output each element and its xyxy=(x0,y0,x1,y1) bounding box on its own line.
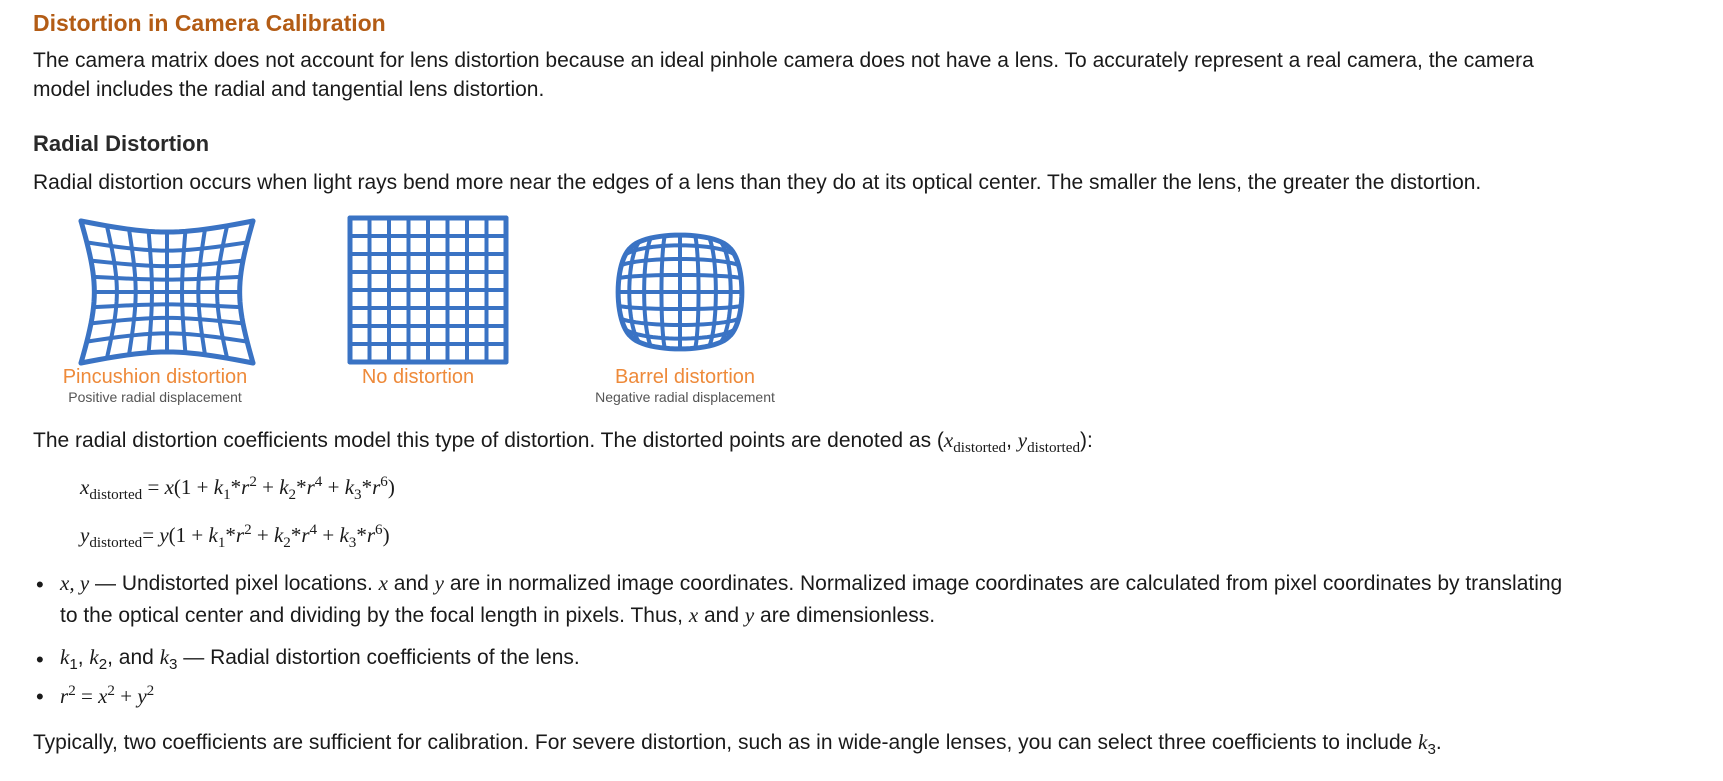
eq-y-k1: k xyxy=(208,523,218,547)
b3-plus: + xyxy=(114,684,138,708)
eq-x-k2-sub: 2 xyxy=(288,487,297,504)
eq-y-r3: r xyxy=(366,523,376,547)
eq-y-term: y xyxy=(159,523,169,547)
math-x: x xyxy=(943,428,954,452)
eq-y-r1: r xyxy=(235,523,245,547)
figure-label-barrel: Barrel distortion xyxy=(614,366,756,388)
b2-k2: k xyxy=(89,645,99,669)
eq-x-k3-sub: 3 xyxy=(354,487,362,504)
eq-x-sub: distorted xyxy=(89,487,143,504)
b2-k3: k xyxy=(159,645,170,669)
eq-y-star1: * xyxy=(225,523,236,547)
eq-y-plus2: + xyxy=(317,523,340,547)
eq-y-close: ) xyxy=(382,523,390,547)
eq-x-r3: r xyxy=(372,475,381,499)
eq-y-var: y xyxy=(80,523,90,547)
b3-x: x xyxy=(98,684,108,708)
eq-y-sub: distorted xyxy=(89,535,143,552)
eq-y-open: (1 + xyxy=(168,523,209,547)
intro-line-1: The camera matrix does not account for lens distortion because an ideal pinhole camera does not have a lens. To accurately represent a real camera, the camera xyxy=(33,49,1534,72)
math-comma: , xyxy=(1006,429,1018,452)
closing-k3-sub: 3 xyxy=(1427,741,1436,759)
bullet-dot-3: • xyxy=(36,684,44,709)
b3-y: y xyxy=(137,684,147,708)
b1-x: x xyxy=(378,571,388,595)
bullet-1-line-2 xyxy=(60,601,935,630)
eq-y-p6: 6 xyxy=(375,522,383,538)
eq-y-star2: * xyxy=(290,523,302,547)
b3-eq: = xyxy=(75,684,99,708)
eq-y-k3-sub: 3 xyxy=(348,535,357,552)
eq-y-r2: r xyxy=(301,523,310,547)
bullet-2 xyxy=(60,643,580,672)
eq-x-var: x xyxy=(80,475,90,499)
b1-l2-and: and xyxy=(698,604,745,627)
equation-x-distorted xyxy=(80,473,395,502)
b1-y: y xyxy=(434,571,444,595)
eq-x-p4: 4 xyxy=(314,474,323,490)
b1-l2-x: x xyxy=(688,603,699,627)
eq-x-star3: * xyxy=(361,475,373,499)
intro-line-2: model includes the radial and tangential lens distortion. xyxy=(33,78,545,101)
bullet-3 xyxy=(60,682,154,711)
eq-x-plus2: + xyxy=(322,475,345,499)
regular-grid-icon xyxy=(346,214,510,366)
eq-y-k3: k xyxy=(339,523,349,547)
eq-x-p6: 6 xyxy=(380,474,388,490)
eq-x-k1-sub: 1 xyxy=(223,487,231,504)
eq-y-k2-sub: 2 xyxy=(283,535,291,552)
eq-y-p4: 4 xyxy=(309,522,318,538)
figure-label-pincushion: Pincushion distortion xyxy=(62,366,248,388)
bullet-dot-1: • xyxy=(36,572,44,597)
eq-x-plus1: + xyxy=(256,475,280,499)
eq-x-equals: = xyxy=(142,475,165,499)
b1-rest: are in normalized image coordinates. Normalized image coordinates are calculated from pixel coordinates by translating xyxy=(444,572,1563,595)
b2-comma: , xyxy=(77,646,90,669)
eq-x-k1: k xyxy=(213,475,224,499)
b3-x-pow: 2 xyxy=(107,683,115,699)
pincushion-grid-icon xyxy=(77,217,257,367)
radial-description: Radial distortion occurs when light rays bend more near the edges of a lens than they do at its optical center. The smaller the lens, the greater the distortion. xyxy=(33,171,1482,194)
b1-dash: — Undistorted pixel locations. xyxy=(89,572,379,595)
b2-k3-sub: 3 xyxy=(169,656,178,674)
b2-k1-sub: 1 xyxy=(69,656,78,674)
eq-x-r1: r xyxy=(241,475,250,499)
b1-vars: x, y xyxy=(60,571,90,595)
b1-l2-a: to the optical center and dividing by the focal length in pixels. Thus, xyxy=(60,604,689,627)
figure-sublabel-pincushion: Positive radial displacement xyxy=(68,389,242,405)
b2-k2-sub: 2 xyxy=(98,656,108,674)
closing-end: . xyxy=(1435,731,1442,754)
eq-y-star3: * xyxy=(356,523,367,547)
eq-x-r2: r xyxy=(306,475,315,499)
closing-k3: k xyxy=(1418,730,1428,754)
b3-y-pow: 2 xyxy=(146,683,155,699)
math-sub-distorted: distorted xyxy=(953,440,1007,457)
eq-x-star1: * xyxy=(230,475,242,499)
eq-y-k2: k xyxy=(273,523,284,547)
closing-paragraph xyxy=(33,728,1442,757)
eq-x-open: (1 + xyxy=(173,475,214,499)
b3-r-pow: 2 xyxy=(68,683,76,699)
barrel-grid-icon xyxy=(601,219,759,365)
b2-and: , and xyxy=(107,646,160,669)
eq-y-k1-sub: 1 xyxy=(217,535,226,552)
eq-x-k3: k xyxy=(344,475,355,499)
bullet-1-line-1 xyxy=(60,569,1562,598)
eq-x-term: x xyxy=(164,475,174,499)
b1-and: and xyxy=(387,572,435,595)
eq-x-star2: * xyxy=(296,475,307,499)
figure-sublabel-barrel: Negative radial displacement xyxy=(595,389,775,405)
eq-y-p2: 2 xyxy=(244,522,252,538)
closing-text: Typically, two coefficients are sufficient for calibration. For severe distortion, such as in wide-angle lenses, you can select three coefficients to include xyxy=(33,731,1419,754)
equation-y-distorted xyxy=(80,521,390,550)
page-title: Distortion in Camera Calibration xyxy=(33,10,386,36)
b2-k1: k xyxy=(60,645,70,669)
bullet-dot-2: • xyxy=(36,647,44,672)
b1-l2-y: y xyxy=(744,603,755,627)
eq-y-plus1: + xyxy=(251,523,274,547)
b2-rest: — Radial distortion coefficients of the lens. xyxy=(177,646,580,669)
eq-x-close: ) xyxy=(387,475,395,499)
eq-x-p2: 2 xyxy=(249,474,257,490)
coefficients-sentence-end: ): xyxy=(1080,429,1093,452)
eq-x-k2: k xyxy=(279,475,289,499)
b3-r: r xyxy=(60,684,69,708)
section-heading-radial: Radial Distortion xyxy=(33,131,210,156)
b1-l2-rest: are dimensionless. xyxy=(754,604,936,627)
eq-y-equals: = xyxy=(142,523,160,547)
coefficients-sentence xyxy=(33,426,1093,455)
coefficients-sentence-text: The radial distortion coefficients model this type of distortion. The distorted points are denoted as ( xyxy=(33,429,944,452)
math-sub-distorted-y: distorted xyxy=(1027,440,1081,457)
figure-label-none: No distortion xyxy=(361,366,475,388)
math-y: y xyxy=(1017,428,1028,452)
